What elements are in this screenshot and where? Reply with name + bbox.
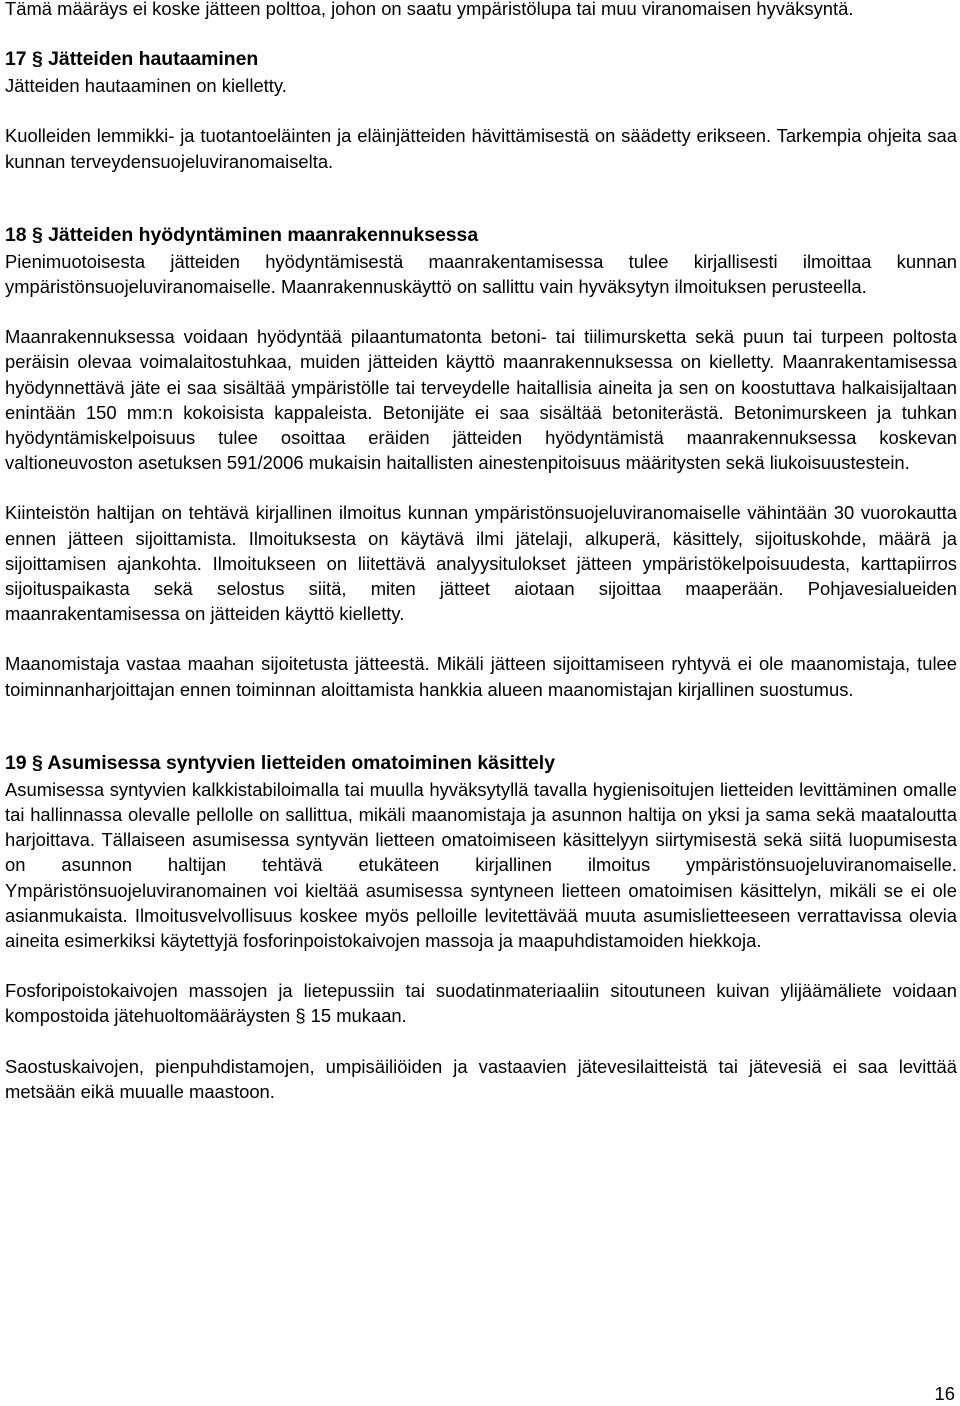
section-18 (5, 222, 957, 702)
section-19-paragraph-1: Asumisessa syntyvien kalkkistabiloimalla tai muulla hyväksytyllä tavalla hygienisoitujen lietteiden levittäminen omalle tai hallinnassa olevalle pellolle on sallittua, mikäli maanomistaja ja asunnon haltija on yksi ja sama sekä maataloutta harjoittava. Tällaiseen asumisessa syntyvän lietteen omatoimiseen käsittelyyn siirtymisestä sekä siitä luopumisesta on asunnon haltijan tehtävä etukäteen kirjallinen ilmoitus ympäristönsuojeluviranomaiselle. Ympäristönsuojeluviranomainen voi kieltää asumisessa syntyneen lietteen omatoimisen käsittelyn, mikäli se ei ole asianmukaista. Ilmoitusvelvollisuus koskee myös pelloille levitettävää muuta asumislietteeseen verrattavissa olevia aineita esimerkiksi käytettyjä fosforinpoistokaivojen massoja ja maapuhdistamoiden hiekkoja. (5, 778, 957, 952)
section-18-paragraph-4: Maanomistaja vastaa maahan sijoitetusta jätteestä. Mikäli jätteen sijoittamiseen ryhtyvä ei ole maanomistaja, tulee toiminnanharjoittajan ennen toiminnan aloittamista hankkia alueen maanomistajan kirjallinen suostumus. (5, 653, 957, 700)
section-17-heading: 17 § Jätteiden hautaaminen (5, 48, 259, 71)
section-18-paragraph-1: Pienimuotoisesta jätteiden hyödyntämisestä maanrakentamisessa tulee kirjallisesti ilmoittaa kunnan ympäristönsuojeluviranomaiselle. Maanrakennuskäyttö on sallittu vain hyväksytyn ilmoituksen perusteella. (5, 250, 957, 298)
section-17-paragraph-1: Jätteiden hautaaminen on kielletty. (5, 75, 287, 97)
section-17-paragraph-2: Kuolleiden lemmikki- ja tuotantoeläinten ja eläinjätteiden hävittämisestä on säädetty erikseen. Tarkempia ohjeita saa kunnan terveydensuojeluviranomaiselta. (5, 125, 957, 172)
section-19-heading: 19 § Asumisessa syntyvien lietteiden omatoiminen käsittely (5, 751, 555, 774)
section-18-heading: 18 § Jätteiden hyödyntäminen maanrakennuksessa (5, 223, 479, 246)
intro-paragraph: Tämä määräys ei koske jätteen polttoa, johon on saatu ympäristölupa tai muu viranomaisen hyväksyntä. (5, 0, 854, 19)
section-17 (5, 46, 957, 174)
section-19-paragraph-3: Saostuskaivojen, pienpuhdistamojen, umpisäiliöiden ja vastaavien jätevesilaitteistä tai jätevesiä ei saa levittää metsään eikä muualle maastoon. (5, 1055, 957, 1102)
document-body (5, 0, 957, 1104)
section-18-paragraph-3: Kiinteistön haltijan on tehtävä kirjallinen ilmoitus kunnan ympäristönsuojeluviranomaiselle vähintään 30 vuorokautta ennen jätteen sijoittamista. Ilmoituksesta on käytävä ilmi jätelaji, alkuperä, käsittely, sijoituskohde, määrä ja sijoittamisen ajankohta. Ilmoitukseen on liitettävä analyysitulokset jätteen ympäristökelpoisuudesta, karttapiirros sijoituspaikasta sekä selostus siitä, miten jätteet aiotaan sijoittaa maaperään. Pohjavesialueiden maanrakentamisessa on jätteiden käyttö kielletty. (5, 502, 957, 625)
page-number: 16 (934, 1383, 955, 1404)
section-19-paragraph-2: Fosforipoistokaivojen massojen ja lietepussiin tai suodatinmateriaaliin sitoutuneen kuivan ylijäämäliete voidaan kompostoida jätehuoltomääräysten § 15 mukaan. (5, 980, 957, 1027)
section-19 (5, 750, 957, 1104)
section-18-paragraph-2: Maanrakennuksessa voidaan hyödyntää pilaantumatonta betoni- tai tiilimursketta sekä puun tai turpeen poltosta peräisin olevaa voimalaitostuhkaa, muiden jätteiden käyttö maanrakennuksessa on kielletty. Maanrakentamisessa hyödynnettävä jäte ei saa sisältää ympäristölle tai terveydelle haitallisia aineita ja sen on koostuttava halkaisijaltaan enintään 150 mm:n kokoisista kappaleista. Betonijäte ei saa sisältää betoniterästä. Betonimurskeen ja tuhkan hyödyntämiskelpoisuus tulee osoittaa eräiden jätteiden hyödyntämistä maanrakennuksessa koskevan valtioneuvoston asetuksen 591/2006 mukaisin haitallisten ainestenpitoisuus määritysten sekä liukoisuustestein. (5, 326, 957, 474)
